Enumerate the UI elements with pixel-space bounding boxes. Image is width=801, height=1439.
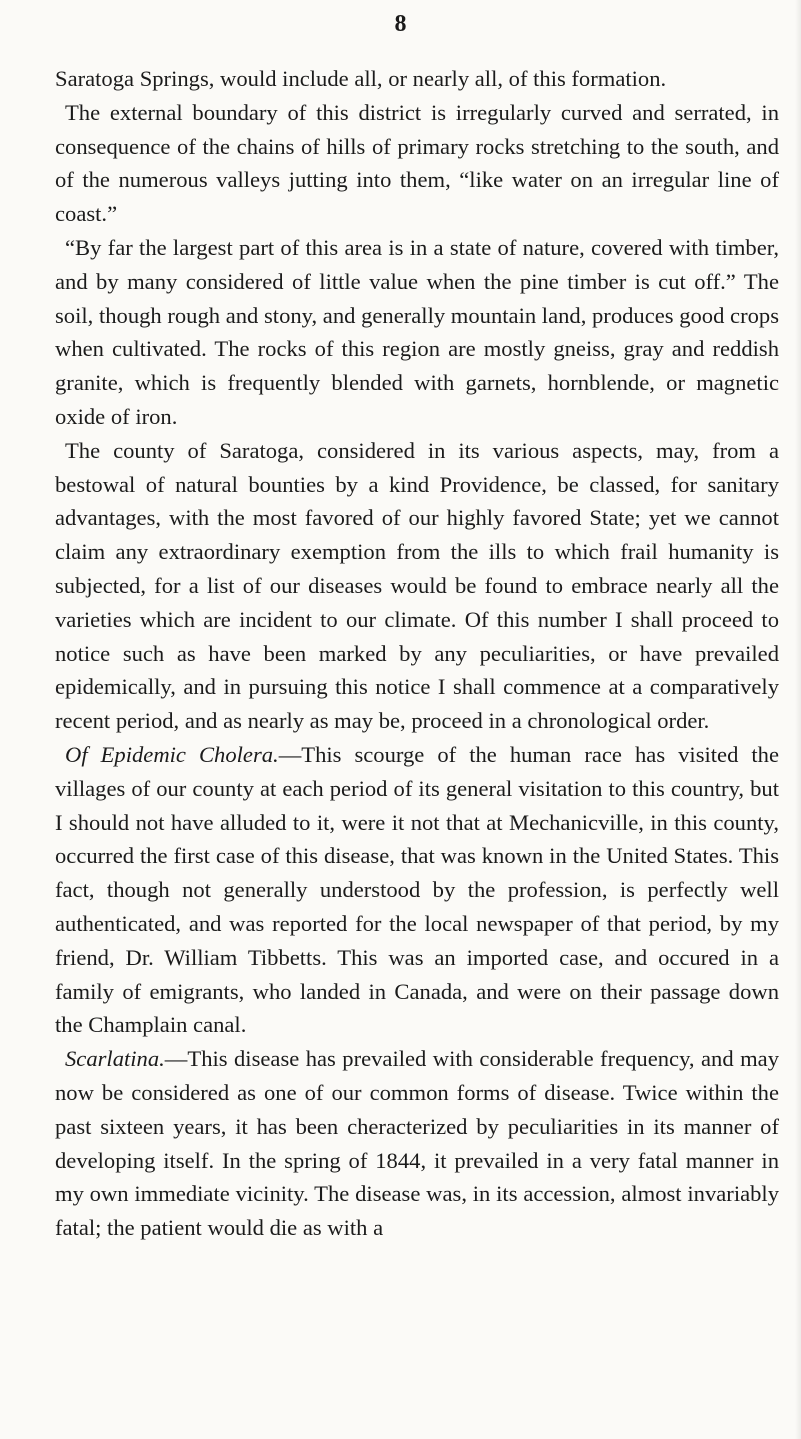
paragraph-1-text: Saratoga Springs, would include all, or nearly all, of this formation. [55,66,667,91]
body-text [55,62,779,1245]
paragraph-2-text: The external boundary of this district is irregularly curved and serrated, in consequence of the chains of hills of primary rocks stretching to the south, and of the numerous valleys jutting into them, “like water on an irregular line of coast.” [55,99,779,227]
paragraph-6-text: —This disease has prevailed with considerable frequency, and may now be considered as one of our common forms of disease. Twice within the past sixteen years, it has been cheracterized by peculiarities in its manner of developing itself. In the spring of 1844, it prevailed in a very fatal manner in my own immediate vicinity. The disease was, in its accession, almost invariably fatal; the patient would die as with a [55,1046,779,1241]
paragraph-3 [55,231,779,434]
paragraph-3-text: “By far the largest part of this area is in a state of nature, covered with timber, and by many considered of little value when the pine timber is cut off.” The soil, though rough and stony, and generally mountain land, produces good crops when cultivated. The rocks of this region are mostly gneiss, gray and reddish granite, which is frequently blended with garnets, hornblende, or magnetic oxide of iron. [55,234,779,429]
paragraph-4-text: The county of Saratoga, considered in its various aspects, may, from a bestowal of natural bounties by a kind Providence, be classed, for sanitary advantages, with the most favored of our highly favored State; yet we cannot claim any extraordinary exemption from the ills to which frail humanity is subjected, for a list of our diseases would be found to embrace nearly all the varieties which are incident to our climate. Of this number I shall proceed to notice such as have been marked by any peculiarities, or have prevailed epidemically, and in pursuing this notice I shall commence at a comparatively recent period, and as nearly as may be, proceed in a chronological order. [55,437,779,734]
page-edge-shadow [795,0,801,1439]
paragraph-5-text: —This scourge of the human race has visited the villages of our county at each period of its general visitation to this country, but I should not have alluded to it, were it not that at Mechanicville, in this county, occurred the first case of this disease, that was known in the United States. This fact, though not generally understood by the profession, is perfectly well authenticated, and was reported for the local newspaper of that period, by my friend, Dr. William Tibbetts. This was an imported case, and occured in a family of emigrants, who landed in Canada, and were on their passage down the Champlain canal. [55,741,780,1038]
section-heading-scarlatina: Scarlatina. [65,1046,165,1072]
paragraph-6 [55,1042,779,1245]
paragraph-5 [55,738,779,1042]
paragraph-4 [55,434,779,738]
paragraph-1 [55,62,779,96]
section-heading-cholera: Of Epidemic Cholera. [65,741,279,767]
page-number: 8 [394,11,407,37]
paragraph-2 [55,96,779,231]
